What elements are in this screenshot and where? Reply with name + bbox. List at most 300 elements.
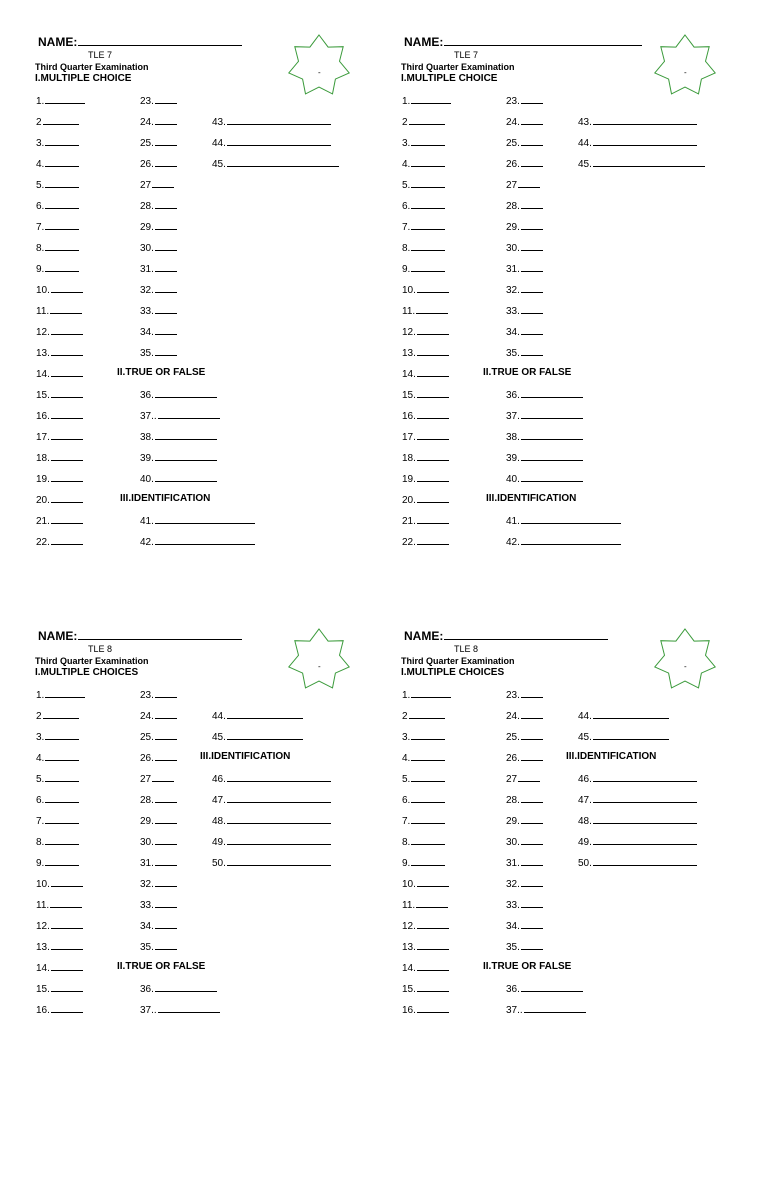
- name-label: NAME:: [38, 629, 78, 643]
- answer-item: [36, 346, 83, 360]
- answer-blank[interactable]: [417, 367, 449, 377]
- answer-blank[interactable]: [411, 772, 445, 782]
- answer-item: [402, 730, 445, 744]
- answer-item: [506, 535, 621, 549]
- answer-item: [402, 430, 449, 444]
- answer-blank[interactable]: [155, 199, 177, 209]
- answer-blank[interactable]: [411, 178, 445, 188]
- item-number: 9.: [36, 264, 45, 275]
- item-number: 27: [506, 180, 518, 191]
- item-number: 5.: [402, 774, 411, 785]
- answer-blank[interactable]: [521, 199, 543, 209]
- answer-blank[interactable]: [155, 241, 177, 251]
- answer-blank[interactable]: [227, 157, 339, 167]
- item-number: 11.: [402, 306, 416, 317]
- item-number: 3.: [402, 732, 411, 743]
- exam-title: Third Quarter Examination: [401, 62, 515, 72]
- answer-item: [402, 451, 449, 465]
- answer-blank[interactable]: [45, 94, 85, 104]
- answer-blank[interactable]: [50, 304, 82, 314]
- answer-blank[interactable]: [45, 136, 79, 146]
- answer-blank[interactable]: [411, 94, 451, 104]
- answer-item: [36, 304, 82, 318]
- item-number: 2: [402, 117, 408, 128]
- answer-item: [212, 157, 339, 171]
- item-number: 35.: [506, 348, 520, 359]
- answer-item: [578, 730, 669, 744]
- answer-blank[interactable]: [521, 898, 543, 908]
- answer-blank[interactable]: [155, 220, 177, 230]
- answer-blank[interactable]: [521, 304, 543, 314]
- answer-blank[interactable]: [51, 346, 83, 356]
- answer-blank[interactable]: [521, 472, 583, 482]
- item-number: 13.: [402, 348, 416, 359]
- score-mark: -: [318, 68, 321, 77]
- answer-blank[interactable]: [521, 220, 543, 230]
- name-input-line[interactable]: [78, 36, 242, 46]
- answer-blank[interactable]: [155, 535, 255, 545]
- score-star-icon: [284, 628, 354, 692]
- answer-blank[interactable]: [51, 283, 83, 293]
- answer-blank[interactable]: [521, 982, 583, 992]
- item-number: 3.: [36, 732, 45, 743]
- item-number: 44.: [212, 711, 226, 722]
- answer-blank[interactable]: [409, 709, 445, 719]
- answer-blank[interactable]: [524, 1003, 586, 1013]
- answer-blank[interactable]: [521, 409, 583, 419]
- answer-blank[interactable]: [51, 367, 83, 377]
- item-number: 10.: [402, 879, 416, 890]
- answer-item: [140, 283, 177, 297]
- answer-blank[interactable]: [152, 772, 174, 782]
- answer-blank[interactable]: [51, 1003, 83, 1013]
- answer-item: [36, 178, 79, 192]
- answer-blank[interactable]: [417, 514, 449, 524]
- section-heading-label: III.IDENTIFICATION: [486, 493, 577, 504]
- answer-blank[interactable]: [411, 793, 445, 803]
- item-number: 16.: [36, 1005, 50, 1016]
- answer-blank[interactable]: [158, 1003, 220, 1013]
- item-number: 26.: [140, 753, 154, 764]
- answer-item: [402, 709, 445, 723]
- answer-blank[interactable]: [521, 919, 543, 929]
- answer-blank[interactable]: [521, 688, 543, 698]
- subject-label: TLE 8: [454, 644, 479, 654]
- item-number: 11.: [36, 306, 50, 317]
- answer-blank[interactable]: [227, 835, 331, 845]
- answer-blank[interactable]: [51, 877, 83, 887]
- answer-blank[interactable]: [155, 751, 177, 761]
- answer-blank[interactable]: [45, 178, 79, 188]
- item-number: 2: [402, 711, 408, 722]
- answer-item: [506, 388, 583, 402]
- subject-label: TLE 7: [88, 50, 113, 60]
- answer-item: [506, 199, 543, 213]
- answer-blank[interactable]: [155, 451, 217, 461]
- answer-blank[interactable]: [45, 730, 79, 740]
- answer-blank[interactable]: [417, 940, 449, 950]
- name-input-line[interactable]: [444, 630, 608, 640]
- answer-item: [578, 709, 669, 723]
- answer-blank[interactable]: [593, 709, 669, 719]
- subject-label: TLE 7: [454, 50, 479, 60]
- item-number: 15.: [402, 984, 416, 995]
- answer-blank[interactable]: [155, 325, 177, 335]
- answer-blank[interactable]: [521, 751, 543, 761]
- answer-item: [140, 178, 174, 192]
- answer-blank[interactable]: [155, 940, 177, 950]
- item-number: 47.: [212, 795, 226, 806]
- answer-blank[interactable]: [521, 430, 583, 440]
- answer-blank[interactable]: [155, 388, 217, 398]
- answer-blank[interactable]: [45, 856, 79, 866]
- answer-item: [140, 220, 177, 234]
- answer-blank[interactable]: [51, 388, 83, 398]
- answer-item: [506, 730, 543, 744]
- item-number: 14.: [402, 369, 416, 380]
- answer-blank[interactable]: [593, 115, 697, 125]
- answer-blank[interactable]: [521, 262, 543, 272]
- answer-blank[interactable]: [45, 220, 79, 230]
- answer-item: [402, 409, 449, 423]
- answer-item: [36, 814, 79, 828]
- section-heading: [483, 961, 571, 973]
- answer-blank[interactable]: [417, 982, 449, 992]
- item-number: 37..: [140, 1005, 157, 1016]
- answer-blank[interactable]: [51, 535, 83, 545]
- answer-blank[interactable]: [155, 283, 177, 293]
- answer-blank[interactable]: [155, 730, 177, 740]
- item-number: 42.: [506, 537, 520, 548]
- item-number: 30.: [140, 243, 154, 254]
- item-number: 18.: [36, 453, 50, 464]
- answer-blank[interactable]: [155, 793, 177, 803]
- answer-blank[interactable]: [155, 835, 177, 845]
- answer-blank[interactable]: [51, 409, 83, 419]
- answer-blank[interactable]: [51, 493, 83, 503]
- answer-item: [36, 325, 83, 339]
- answer-blank[interactable]: [593, 157, 705, 167]
- answer-blank[interactable]: [521, 877, 543, 887]
- answer-blank[interactable]: [155, 430, 217, 440]
- answer-blank[interactable]: [45, 241, 79, 251]
- answer-blank[interactable]: [417, 451, 449, 461]
- item-number: 1.: [36, 96, 45, 107]
- answer-blank[interactable]: [45, 262, 79, 272]
- answer-blank[interactable]: [411, 220, 445, 230]
- item-number: 33.: [506, 306, 520, 317]
- item-number: 15.: [36, 390, 50, 401]
- section-heading-label: III.IDENTIFICATION: [566, 751, 657, 762]
- answer-item: [506, 751, 543, 765]
- answer-blank[interactable]: [417, 961, 449, 971]
- answer-item: [140, 709, 177, 723]
- item-number: 35.: [140, 348, 154, 359]
- answer-blank[interactable]: [51, 982, 83, 992]
- answer-blank[interactable]: [155, 115, 177, 125]
- answer-item: [36, 220, 79, 234]
- answer-item: [36, 262, 79, 276]
- answer-item: [140, 199, 177, 213]
- answer-blank[interactable]: [155, 514, 255, 524]
- answer-blank[interactable]: [155, 688, 177, 698]
- answer-blank[interactable]: [45, 772, 79, 782]
- answer-item: [36, 388, 83, 402]
- name-field: [38, 36, 242, 48]
- answer-blank[interactable]: [593, 856, 697, 866]
- answer-item: [140, 94, 177, 108]
- answer-item: [140, 877, 177, 891]
- answer-item: [140, 982, 217, 996]
- item-number: 7.: [36, 816, 45, 827]
- answer-blank[interactable]: [521, 283, 543, 293]
- section-heading: [117, 367, 205, 379]
- answer-item: [506, 688, 543, 702]
- answer-blank[interactable]: [409, 115, 445, 125]
- item-number: 34.: [506, 327, 520, 338]
- item-number: 45.: [578, 159, 592, 170]
- answer-blank[interactable]: [227, 772, 331, 782]
- name-input-line[interactable]: [78, 630, 242, 640]
- answer-item: [140, 115, 177, 129]
- answer-item: [36, 1003, 83, 1017]
- answer-blank[interactable]: [155, 262, 177, 272]
- answer-blank[interactable]: [521, 709, 543, 719]
- answer-blank[interactable]: [411, 856, 445, 866]
- answer-blank[interactable]: [155, 814, 177, 824]
- item-number: 41.: [140, 516, 154, 527]
- answer-blank[interactable]: [51, 514, 83, 524]
- answer-item: [140, 472, 217, 486]
- answer-blank[interactable]: [155, 304, 177, 314]
- answer-blank[interactable]: [593, 793, 697, 803]
- answer-blank[interactable]: [155, 136, 177, 146]
- answer-blank[interactable]: [417, 877, 449, 887]
- answer-blank[interactable]: [51, 325, 83, 335]
- answer-blank[interactable]: [411, 199, 445, 209]
- item-number: 5.: [36, 774, 45, 785]
- answer-item: [402, 136, 445, 150]
- answer-blank[interactable]: [155, 919, 177, 929]
- answer-blank[interactable]: [155, 898, 177, 908]
- answer-blank[interactable]: [521, 157, 543, 167]
- answer-item: [506, 409, 583, 423]
- answer-blank[interactable]: [417, 283, 449, 293]
- answer-blank[interactable]: [521, 241, 543, 251]
- answer-blank[interactable]: [416, 898, 448, 908]
- answer-blank[interactable]: [417, 535, 449, 545]
- answer-blank[interactable]: [593, 772, 697, 782]
- answer-item: [506, 262, 543, 276]
- score-mark: -: [318, 662, 321, 671]
- answer-blank[interactable]: [417, 919, 449, 929]
- answer-blank[interactable]: [521, 388, 583, 398]
- item-number: 4.: [36, 753, 45, 764]
- answer-blank[interactable]: [43, 709, 79, 719]
- answer-blank[interactable]: [417, 346, 449, 356]
- answer-blank[interactable]: [521, 115, 543, 125]
- item-number: 33.: [140, 306, 154, 317]
- name-input-line[interactable]: [444, 36, 642, 46]
- item-number: 49.: [212, 837, 226, 848]
- answer-item: [402, 283, 449, 297]
- answer-blank[interactable]: [521, 325, 543, 335]
- answer-blank[interactable]: [411, 262, 445, 272]
- answer-blank[interactable]: [593, 835, 697, 845]
- answer-blank[interactable]: [593, 136, 697, 146]
- answer-blank[interactable]: [227, 856, 331, 866]
- answer-blank[interactable]: [417, 493, 449, 503]
- answer-blank[interactable]: [51, 451, 83, 461]
- answer-item: [506, 1003, 586, 1017]
- answer-blank[interactable]: [521, 793, 543, 803]
- answer-item: [506, 514, 621, 528]
- answer-blank[interactable]: [51, 940, 83, 950]
- answer-item: [140, 856, 177, 870]
- answer-blank[interactable]: [45, 793, 79, 803]
- answer-blank[interactable]: [416, 304, 448, 314]
- answer-blank[interactable]: [45, 814, 79, 824]
- answer-item: [212, 772, 331, 786]
- answer-blank[interactable]: [521, 346, 543, 356]
- item-number: 43.: [212, 117, 226, 128]
- answer-blank[interactable]: [227, 136, 331, 146]
- item-number: 6.: [36, 795, 45, 806]
- answer-item: [506, 982, 583, 996]
- answer-blank[interactable]: [521, 835, 543, 845]
- answer-blank[interactable]: [51, 919, 83, 929]
- answer-blank[interactable]: [417, 409, 449, 419]
- item-number: 35.: [506, 942, 520, 953]
- answer-blank[interactable]: [45, 199, 79, 209]
- item-number: 27: [506, 774, 518, 785]
- answer-blank[interactable]: [155, 94, 177, 104]
- answer-blank[interactable]: [521, 940, 543, 950]
- answer-item: [402, 940, 449, 954]
- answer-item: [506, 94, 543, 108]
- answer-blank[interactable]: [417, 430, 449, 440]
- answer-blank[interactable]: [45, 688, 85, 698]
- item-number: 38.: [506, 432, 520, 443]
- answer-blank[interactable]: [227, 730, 303, 740]
- answer-blank[interactable]: [411, 751, 445, 761]
- answer-item: [212, 814, 331, 828]
- answer-blank[interactable]: [411, 241, 445, 251]
- answer-blank[interactable]: [411, 688, 451, 698]
- answer-blank[interactable]: [593, 730, 669, 740]
- answer-blank[interactable]: [45, 835, 79, 845]
- answer-blank[interactable]: [45, 157, 79, 167]
- answer-item: [578, 835, 697, 849]
- answer-blank[interactable]: [155, 709, 177, 719]
- answer-item: [36, 793, 79, 807]
- answer-blank[interactable]: [521, 136, 543, 146]
- answer-blank[interactable]: [155, 877, 177, 887]
- item-number: 13.: [36, 942, 50, 953]
- answer-blank[interactable]: [155, 982, 217, 992]
- answer-blank[interactable]: [227, 709, 303, 719]
- item-number: 8.: [402, 243, 411, 254]
- answer-blank[interactable]: [155, 856, 177, 866]
- answer-item: [402, 877, 449, 891]
- answer-item: [36, 688, 85, 702]
- answer-blank[interactable]: [51, 472, 83, 482]
- answer-blank[interactable]: [521, 814, 543, 824]
- answer-blank[interactable]: [411, 730, 445, 740]
- answer-blank[interactable]: [51, 430, 83, 440]
- answer-blank[interactable]: [45, 751, 79, 761]
- answer-item: [506, 115, 543, 129]
- answer-blank[interactable]: [521, 94, 543, 104]
- answer-item: [402, 982, 449, 996]
- answer-blank[interactable]: [518, 772, 540, 782]
- answer-item: [402, 178, 445, 192]
- answer-blank[interactable]: [152, 178, 174, 188]
- answer-blank[interactable]: [51, 961, 83, 971]
- name-field: [38, 630, 242, 642]
- answer-blank[interactable]: [518, 178, 540, 188]
- answer-item: [506, 919, 543, 933]
- answer-item: [36, 115, 79, 129]
- answer-blank[interactable]: [155, 346, 177, 356]
- answer-blank[interactable]: [411, 136, 445, 146]
- answer-item: [402, 961, 449, 975]
- answer-blank[interactable]: [158, 409, 220, 419]
- answer-blank[interactable]: [521, 514, 621, 524]
- answer-item: [140, 772, 174, 786]
- answer-blank[interactable]: [411, 835, 445, 845]
- item-number: 45.: [212, 732, 226, 743]
- answer-item: [140, 514, 255, 528]
- item-number: 41.: [506, 516, 520, 527]
- answer-item: [402, 898, 448, 912]
- answer-item: [402, 793, 445, 807]
- answer-blank[interactable]: [227, 793, 331, 803]
- answer-blank[interactable]: [417, 388, 449, 398]
- item-number: 29.: [140, 222, 154, 233]
- answer-blank[interactable]: [521, 730, 543, 740]
- item-number: 23.: [140, 96, 154, 107]
- item-number: 36.: [140, 390, 154, 401]
- answer-blank[interactable]: [227, 814, 331, 824]
- answer-blank[interactable]: [411, 157, 445, 167]
- answer-blank[interactable]: [50, 898, 82, 908]
- answer-blank[interactable]: [155, 472, 217, 482]
- answer-blank[interactable]: [411, 814, 445, 824]
- answer-blank[interactable]: [417, 325, 449, 335]
- answer-blank[interactable]: [43, 115, 79, 125]
- score-star-icon: [650, 34, 720, 98]
- answer-blank[interactable]: [227, 115, 331, 125]
- answer-blank[interactable]: [521, 856, 543, 866]
- answer-blank[interactable]: [521, 451, 583, 461]
- answer-blank[interactable]: [417, 472, 449, 482]
- item-number: 36.: [506, 984, 520, 995]
- answer-blank[interactable]: [155, 157, 177, 167]
- answer-blank[interactable]: [593, 814, 697, 824]
- answer-item: [578, 856, 697, 870]
- answer-blank[interactable]: [417, 1003, 449, 1013]
- answer-item: [36, 919, 83, 933]
- answer-item: [36, 409, 83, 423]
- section-heading-label: II.TRUE OR FALSE: [483, 367, 572, 378]
- answer-item: [402, 241, 445, 255]
- item-number: 25.: [506, 732, 520, 743]
- item-number: 8.: [36, 243, 45, 254]
- exam-title: Third Quarter Examination: [401, 656, 515, 666]
- item-number: 33.: [140, 900, 154, 911]
- answer-blank[interactable]: [521, 535, 621, 545]
